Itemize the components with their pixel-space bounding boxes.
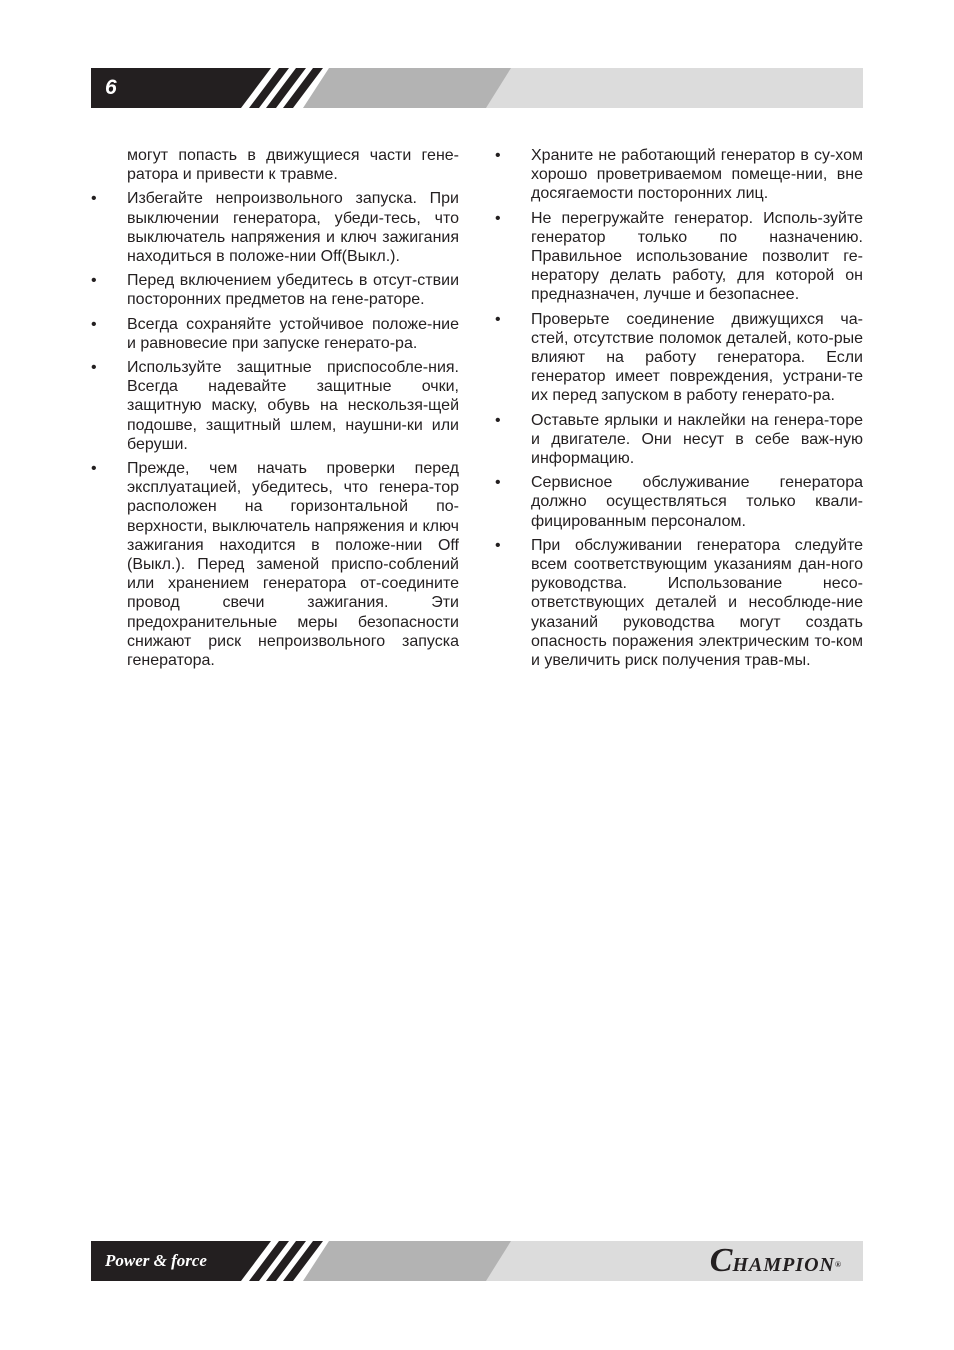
paragraph-text: Перед включением убедитесь в отсут-ствии посторонних предметов на гене-раторе. (127, 272, 459, 309)
paragraph-text: Оставьте ярлыки и наклейки на генера-торе и двигателе. Они несут в себе важ-ную информацию. (531, 411, 863, 468)
registered-mark: ® (835, 1260, 841, 1269)
list-item (495, 473, 863, 531)
logo-rest: HAMPION (732, 1254, 836, 1276)
paragraph-text: При обслуживании генератора следуйте всем соответствующим указаниям дан-ного руководства. Использование несо-ответствующих деталей и несоблюде-ние указаний руководства могут создать опасность поражения электрическим то-ком и увеличить риск получения трав-мы. (531, 536, 863, 670)
paragraph-text: Всегда сохраняйте устойчивое положе-ние и равновесие при запуске генерато-ра. (127, 315, 459, 352)
paragraph-text: Прежде, чем начать проверки перед эксплуатацией, убедитесь, что генера-тор расположен на горизонтальной по-верхности, выключатель напряжения и ключ зажигания находится в положе-нии Off (Выкл.). Перед заменой приспо-соблений или хранением генератора от-соедините провод свечи зажигания. Эти предохранительные меры безопасности снижают риск непроизвольного запуска генератора. (127, 460, 459, 670)
list-item (91, 271, 459, 309)
paragraph-text: могут попасть в движущиеся части гене-ратора и привести к травме. (127, 147, 459, 184)
paragraph-text: Проверьте соединение движущихся ча-стей, отсутствие поломок деталей, кото-рые влияют на работу генератора. Если генератор имеет повреждения, устрани-те их перед запуском в работу генерато-ра. (531, 310, 863, 405)
bullet: • (495, 209, 501, 227)
bullet: • (91, 272, 97, 290)
bullet: • (91, 315, 97, 333)
bullet: • (495, 310, 501, 328)
header-stripes (91, 68, 863, 108)
list-item (91, 146, 459, 184)
list-item (91, 189, 459, 266)
bullet: • (495, 411, 501, 429)
bullet: • (495, 474, 501, 492)
list-item (495, 209, 863, 305)
list-item (91, 315, 459, 353)
page-number: 6 (105, 76, 117, 99)
bullet: • (91, 359, 97, 377)
paragraph-text: Храните не работающий генератор в су-хом хорошо проветриваемом помеще-нии, вне досягаемости посторонних лиц. (531, 147, 863, 203)
bullet: • (91, 190, 97, 208)
right-column (495, 146, 863, 675)
footer-tagline: Power & force (105, 1251, 207, 1270)
bullet: • (495, 536, 501, 554)
paragraph-text: Сервисное обслуживание генератора должно осуществляться только квали-фицированным персоналом. (531, 474, 863, 530)
list-item (495, 411, 863, 469)
bullet: • (495, 147, 501, 164)
list-item (495, 310, 863, 406)
footer-band (91, 1241, 863, 1281)
bullet: • (91, 460, 97, 478)
paragraph-text: Избегайте непроизвольного запуска. При выключении генератора, убеди-тесь, что выключатель напряжения и ключ зажигания находиться в положе-нии Off(Выкл.). (127, 190, 459, 266)
list-item (91, 459, 459, 670)
left-column (91, 146, 459, 675)
list-item (495, 536, 863, 670)
logo-initial: C (709, 1242, 733, 1279)
paragraph-text: Используйте защитные приспособле-ния. Всегда надевайте защитные очки, защитную маску, обувь на нескользя-щей подошве, защитный шлем, наушни-ки или беруши. (127, 359, 459, 453)
list-item (91, 358, 459, 454)
list-item (495, 146, 863, 204)
champion-logo (709, 1242, 841, 1283)
paragraph-text: Не перегружайте генератор. Исполь-зуйте генератор только по назначению. Правильное использование позволит ге-нератору делать работу, для которой он предназначен, лучше и безопаснее. (531, 209, 863, 304)
header-band (91, 68, 863, 108)
